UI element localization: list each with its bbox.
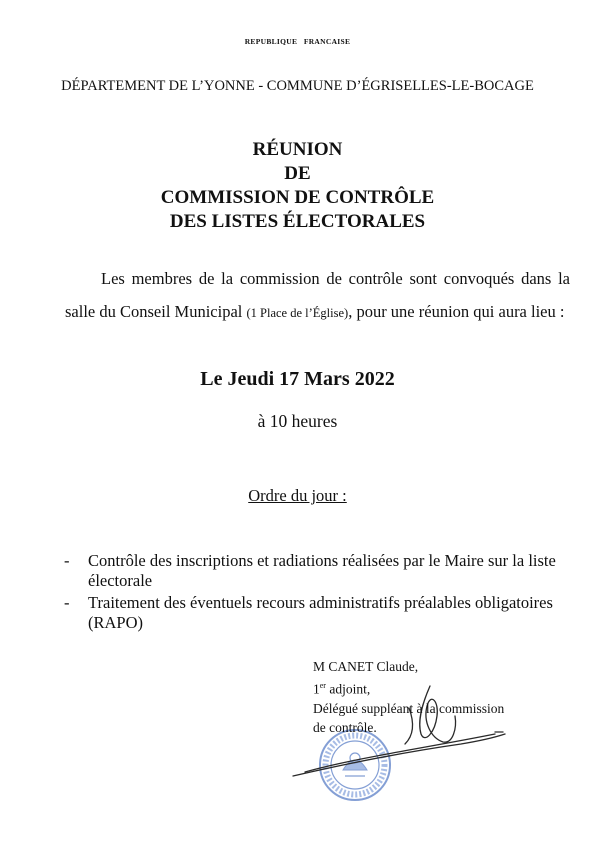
departement-header: DÉPARTEMENT DE L’YONNE - COMMUNE D’ÉGRISELLES-LE-BOCAGE <box>61 78 534 94</box>
municipal-seal-icon <box>320 730 390 800</box>
title-line-1: RÉUNION <box>252 139 343 160</box>
role-number: 1 <box>313 681 320 697</box>
title-line-3: COMMISSION DE CONTRÔLE <box>160 187 435 208</box>
agenda-heading <box>0 486 595 506</box>
agenda-heading-text: Ordre du jour : <box>248 486 347 505</box>
agenda-item-text: Contrôle des inscriptions et radiations réalisées par le Maire sur la liste électorale <box>88 551 556 590</box>
signatory-role <box>313 676 563 699</box>
signatory-name: M CANET Claude, <box>313 659 419 674</box>
signature-block <box>313 657 563 737</box>
convocation-text: Les membres de la commission de contrôle sont convoqués dans la salle du Conseil Municipal <box>65 269 570 321</box>
republique-header: REPUBLIQUE FRANCAISE <box>244 37 351 46</box>
convocation-paragraph <box>65 262 570 330</box>
signatory-delegation-end: de contrôle. <box>313 719 377 735</box>
title-line-4: DES LISTES ÉLECTORALES <box>169 211 426 232</box>
agenda-bullet: - <box>64 593 70 612</box>
title-line-2: DE <box>284 163 311 184</box>
role-suffix: er <box>319 681 326 690</box>
agenda-item <box>64 551 569 591</box>
convocation-text-end: , pour une réunion qui aura lieu : <box>348 302 565 321</box>
agenda-bullet: - <box>64 551 70 570</box>
document-title <box>0 138 595 234</box>
agenda-item <box>64 593 569 633</box>
agenda-item-text: Traitement des éventuels recours administratifs préalables obligatoires (RAPO) <box>88 593 553 632</box>
meeting-address: (1 Place de l’Église) <box>246 306 349 320</box>
signatory-delegation: Délégué suppléant à la commission <box>313 700 505 716</box>
meeting-date: Le Jeudi 17 Mars 2022 <box>200 368 395 390</box>
role-text: adjoint, <box>325 681 371 697</box>
agenda-list <box>64 551 569 635</box>
meeting-time: à 10 heures <box>257 411 338 431</box>
